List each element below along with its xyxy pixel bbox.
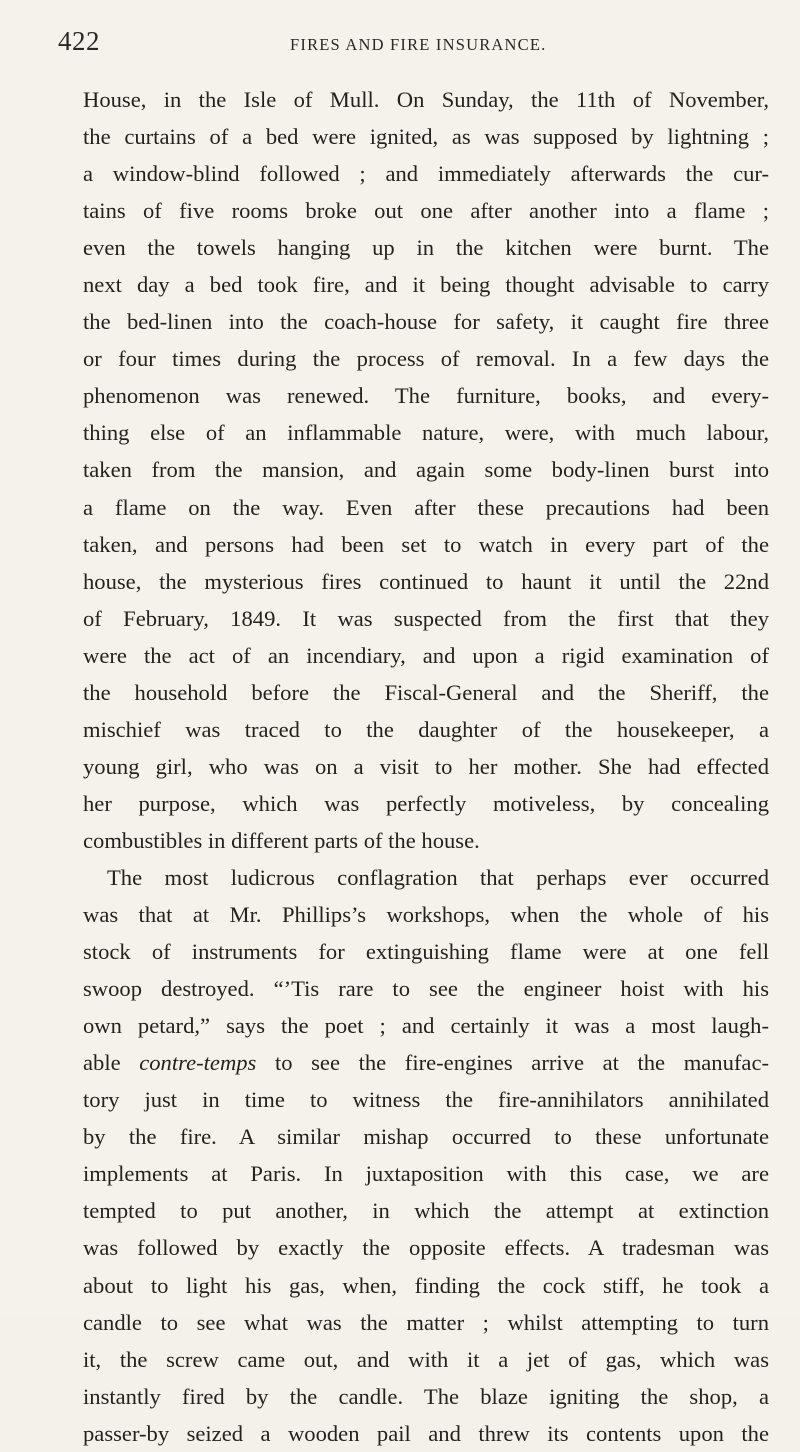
text-line: by the fire. A similar mishap occurred to these unfortunate <box>83 1124 769 1150</box>
text-line: own petard,” says the poet ; and certainly it was a most laugh- <box>83 1013 769 1039</box>
text-line: tempted to put another, in which the attempt at extinction <box>83 1198 769 1224</box>
text-line: The most ludicrous conflagration that perhaps ever occurred <box>107 864 769 890</box>
text-line: was followed by exactly the opposite effects. A tradesman was <box>83 1235 769 1261</box>
text-line: even the towels hanging up in the kitchen were burnt. The <box>83 235 769 261</box>
text-line: her purpose, which was perfectly motiveless, by concealing <box>83 790 769 816</box>
text-line: next day a bed took fire, and it being thought advisable to carry <box>83 272 769 298</box>
text-line: taken, and persons had been set to watch in every part of the <box>83 531 769 557</box>
text-line: able contre-temps to see the fire-engines arrive at the manufac- <box>83 1050 769 1076</box>
text-line: were the act of an incendiary, and upon a rigid examination of <box>83 642 769 668</box>
text-line: of February, 1849. It was suspected from the first that they <box>83 605 769 631</box>
text-line: a window-blind followed ; and immediately afterwards the cur- <box>83 161 769 187</box>
text-line: the bed-linen into the coach-house for safety, it caught fire three <box>83 309 769 335</box>
page-number: 422 <box>58 26 100 56</box>
text-line: the household before the Fiscal-General and the Sheriff, the <box>83 679 769 705</box>
text-line: about to light his gas, when, finding the cock stiff, he took a <box>83 1272 769 1298</box>
text-line: implements at Paris. In juxtaposition with this case, we are <box>83 1161 769 1187</box>
text-line: mischief was traced to the daughter of the housekeeper, a <box>83 716 769 742</box>
paragraph-2 <box>83 859 769 1452</box>
text-line: candle to see what was the matter ; whilst attempting to turn <box>83 1309 769 1335</box>
text-line: passer-by seized a wooden pail and threw its contents upon the <box>83 1420 769 1446</box>
text-line: House, in the Isle of Mull. On Sunday, the 11th of November, <box>83 87 769 112</box>
text-line: the curtains of a bed were ignited, as was supposed by lightning ; <box>83 124 769 150</box>
text-line: combustibles in different parts of the house. <box>83 827 480 853</box>
text-line: young girl, who was on a visit to her mother. She had effected <box>83 753 769 779</box>
text-line: was that at Mr. Phillips’s workshops, when the whole of his <box>83 902 769 928</box>
running-title: FIRES AND FIRE INSURANCE. <box>290 35 547 54</box>
text-line: tains of five rooms broke out one after another into a flame ; <box>83 198 769 224</box>
paragraph-1 <box>83 81 769 859</box>
page-header <box>58 26 758 66</box>
text-line: stock of instruments for extinguishing flame were at one fell <box>83 939 769 965</box>
text-line: or four times during the process of removal. In a few days the <box>83 346 769 372</box>
body-text <box>83 81 769 1452</box>
text-line: a flame on the way. Even after these precautions had been <box>83 494 769 520</box>
text-line: taken from the mansion, and again some body-linen burst into <box>83 457 769 483</box>
text-line: house, the mysterious fires continued to haunt it until the 22nd <box>83 568 769 594</box>
text-line: tory just in time to witness the fire-annihilators annihilated <box>83 1087 769 1113</box>
text-line: it, the screw came out, and with it a jet of gas, which was <box>83 1346 769 1372</box>
text-line: phenomenon was renewed. The furniture, books, and every- <box>83 383 769 409</box>
text-line: instantly fired by the candle. The blaze igniting the shop, a <box>83 1383 769 1409</box>
text-line: swoop destroyed. “’Tis rare to see the engineer hoist with his <box>83 976 769 1002</box>
text-line: thing else of an inflammable nature, were, with much labour, <box>83 420 769 446</box>
